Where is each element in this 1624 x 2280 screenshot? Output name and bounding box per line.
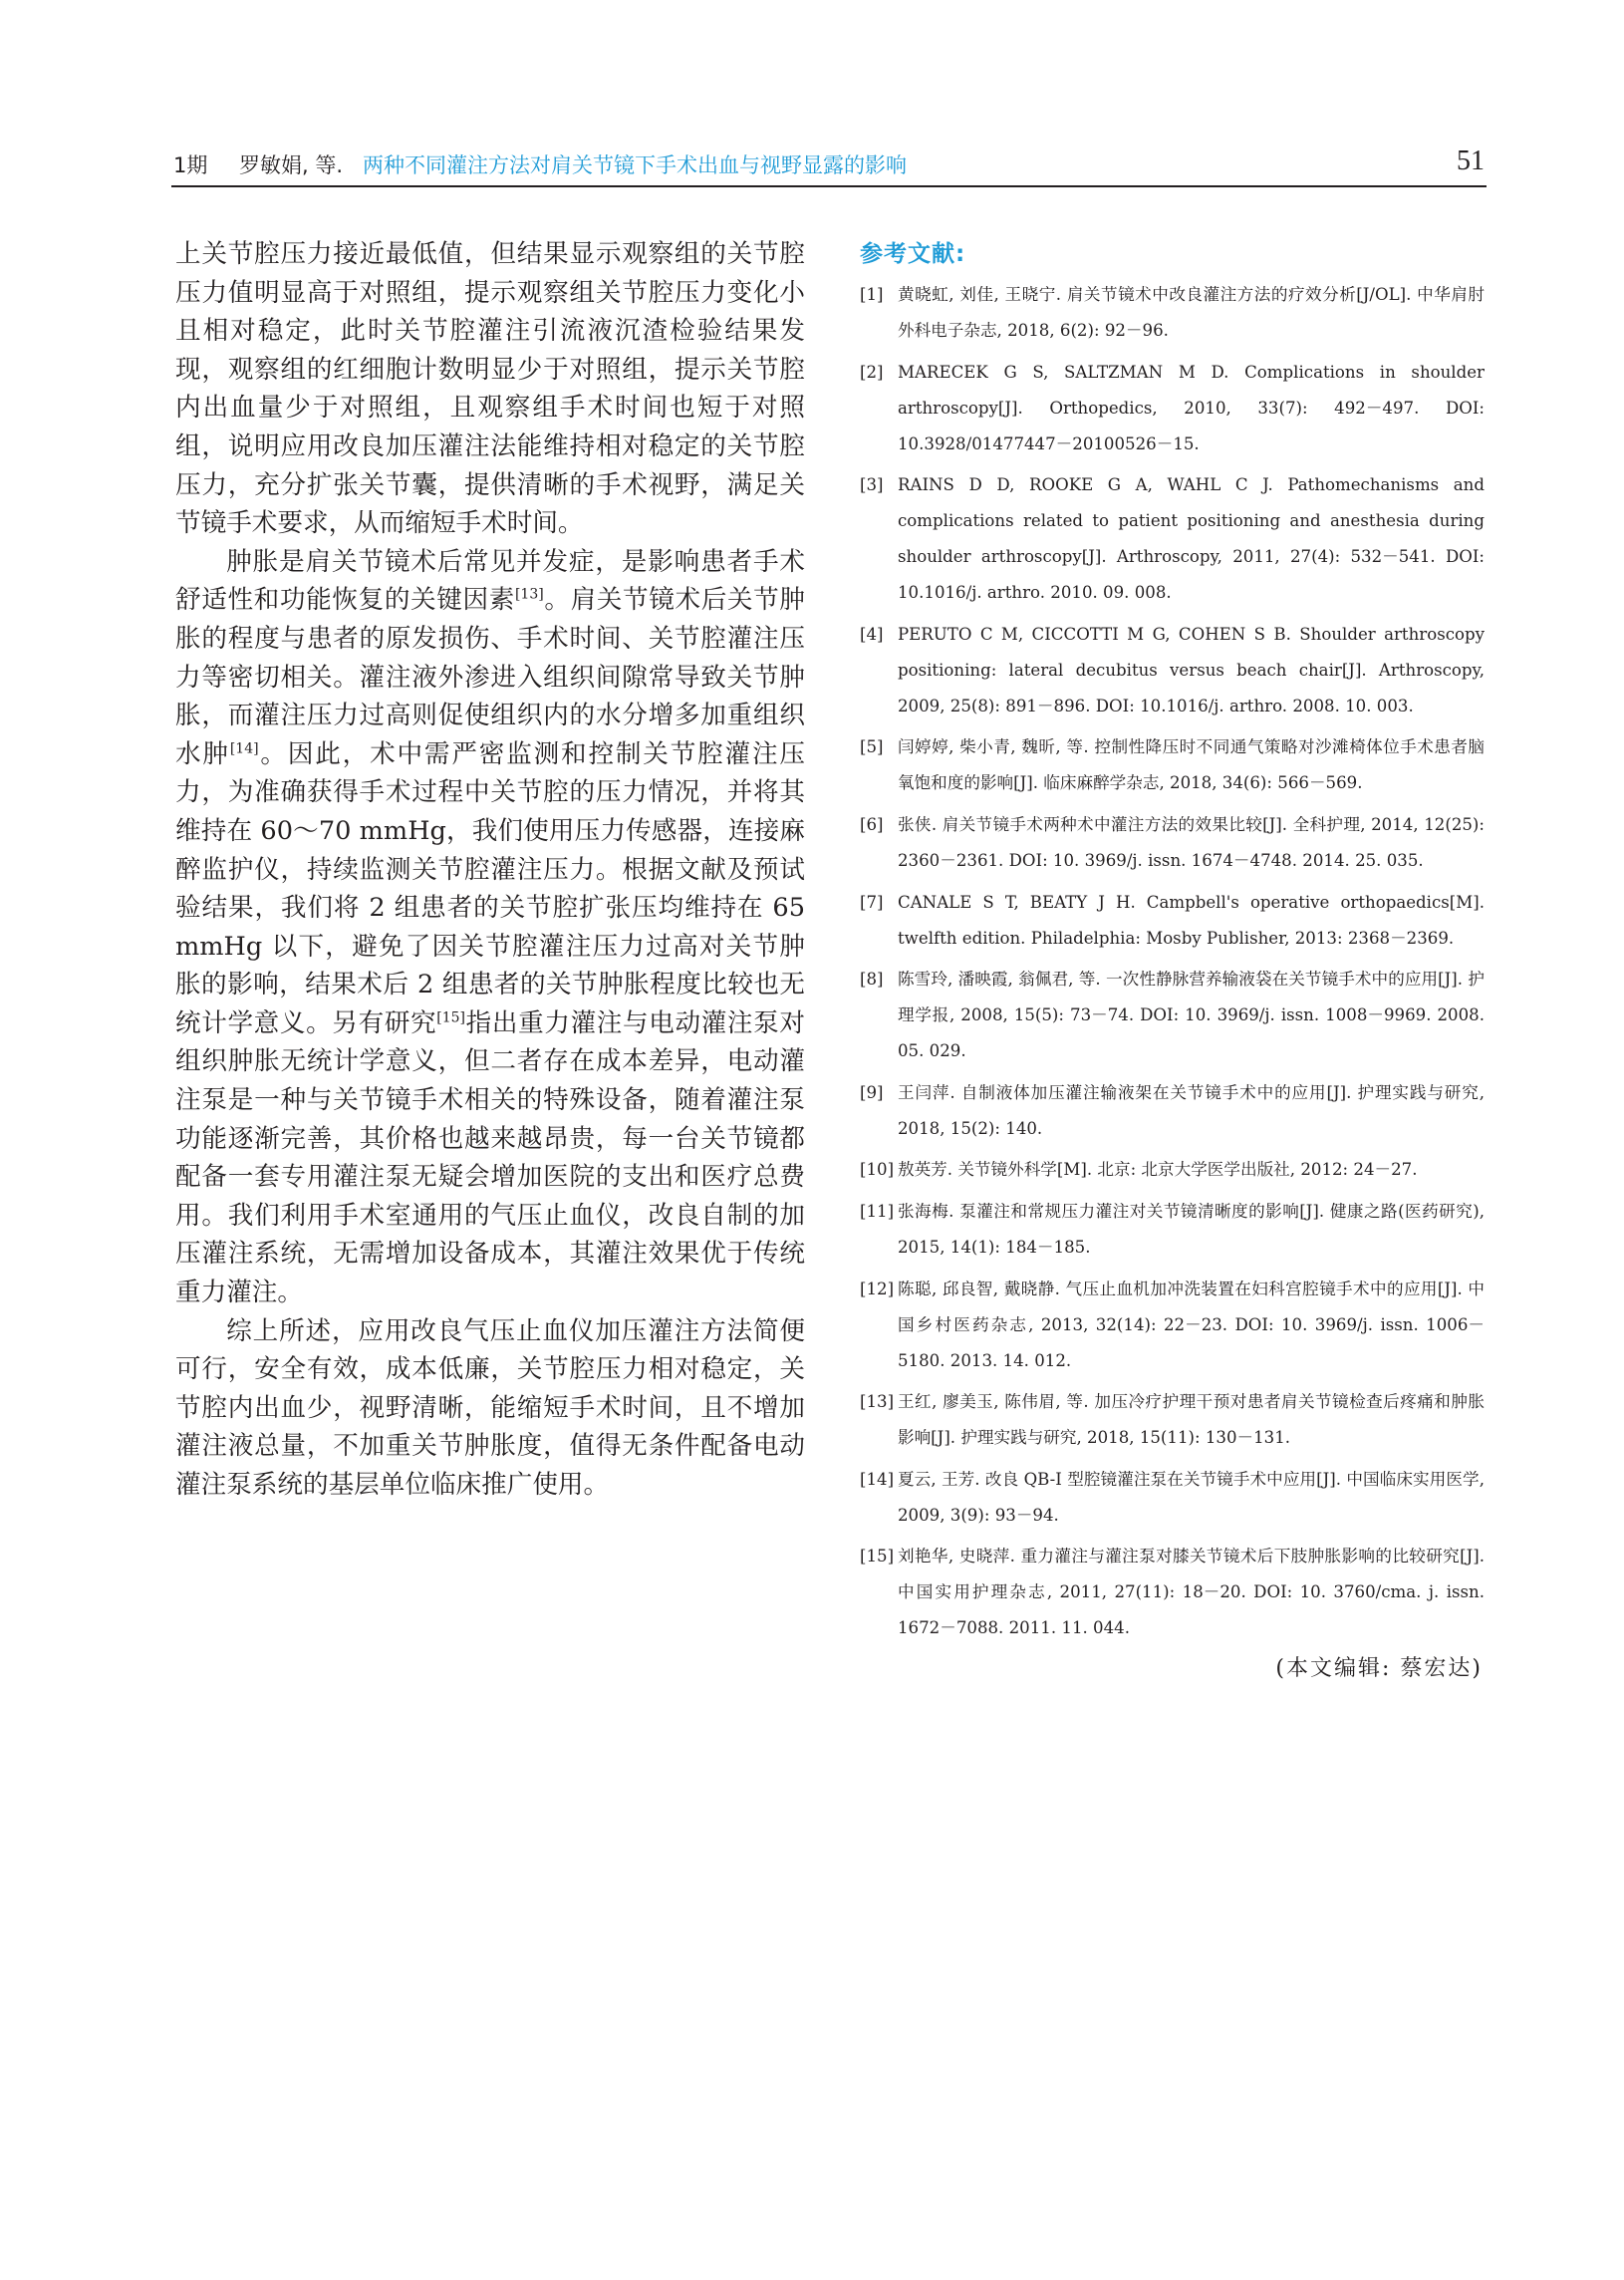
reference-item (860, 807, 1485, 879)
reference-number: [5] (860, 737, 884, 757)
reference-text: 刘艳华, 史晓萍. 重力灌注与灌注泵对膝关节镜术后下肢肿胀影响的比较研究[J]. 中国实用护理杂志, 2011, 27(11): 18－20. DOI: 10. 3760/cma. j. issn. 1672－7088. 2011. 11. 044. (898, 1547, 1485, 1638)
reference-number: [10] (860, 1160, 895, 1180)
reference-text: 陈雪玲, 潘映霞, 翁佩君, 等. 一次性静脉营养输液袋在关节镜手术中的应用[J]. 护理学报, 2008, 15(5): 73－74. DOI: 10. 3969/j. issn. 1008－9969. 2008. 05. 029. (898, 970, 1485, 1061)
reference-text: 敖英芳. 关节镜外科学[M]. 北京: 北京大学医学出版社, 2012: 24－27. (898, 1160, 1418, 1180)
reference-text: 黄晓虹, 刘佳, 王晓宁. 肩关节镜术中改良灌注方法的疗效分析[J/OL]. 中华肩肘外科电子杂志, 2018, 6(2): 92－96. (898, 285, 1485, 340)
reference-number: [12] (860, 1279, 895, 1298)
reference-number: [14] (860, 1469, 895, 1489)
citation-14[interactable]: [14] (229, 740, 259, 757)
reference-text: PERUTO C M, CICCOTTI M G, COHEN S B. Shoulder arthroscopy positioning: lateral decubitus versus beach chair[J]. Arthroscopy, 2009, 25(8): 891－896. DOI: 10.1016/j. arthro. 2008. 10. 003. (898, 624, 1485, 715)
body-paragraph-1: 上关节腔压力接近最低值，但结果显示观察组的关节腔压力值明显高于对照组，提示观察组关节腔压力变化小且相对稳定，此时关节腔灌注引流液沉渣检验结果发现，观察组的红细胞计数明显少于对照组，提示关节腔内出血量少于对照组，且观察组手术时间也短于对照组，说明应用改良加压灌注法能维持相对稳定的关节腔压力，充分扩张关节囊，提供清晰的手术视野，满足关节镜手术要求，从而缩短手术时间。 (175, 239, 805, 539)
reference-text: 王红, 廖美玉, 陈伟眉, 等. 加压冷疗护理干预对患者肩关节镜检查后疼痛和肿胀影响[J]. 护理实践与研究, 2018, 15(11): 130－131. (898, 1392, 1485, 1448)
paragraph-text: 。肩关节镜术后关节肿胀的程度与患者的原发损伤、手术时间、关节腔灌注压力等密切相关。灌注液外渗进入组织间隙常导致关节肿胀，而灌注压力过高则促使组织内的水分增多加重组织水肿 (175, 585, 805, 769)
reference-item (860, 1194, 1485, 1266)
reference-number: [4] (860, 624, 884, 644)
reference-number: [2] (860, 362, 884, 382)
page-number: 51 (1457, 145, 1485, 176)
body-paragraph-3: 综上所述，应用改良气压止血仪加压灌注方法简便可行，安全有效，成本低廉，关节腔压力相对稳定，关节腔内出血少，视野清晰，能缩短手术时间，且不增加灌注液总量，不加重关节肿胀度，值得无条件配备电动灌注泵系统的基层单位临床推广使用。 (175, 1315, 805, 1500)
issue-number: 1期 (173, 153, 208, 177)
reference-item (860, 355, 1485, 462)
reference-text: MARECEK G S, SALTZMAN M D. Complications in shoulder arthroscopy[J]. Orthopedics, 2010, 33(7): 492－497. DOI: 10.3928/01477447－20100526－15. (898, 362, 1485, 453)
reference-item (860, 617, 1485, 724)
reference-text: RAINS D D, ROOKE G A, WAHL C J. Pathomechanisms and complications related to patient positioning and anesthesia during shoulder arthroscopy[J]. Arthroscopy, 2011, 27(4): 532－541. DOI: 10.1016/j. arthro. 2010. 09. 008. (898, 475, 1485, 603)
editor-note: (本文编辑: 蔡宏达) (1275, 1655, 1483, 1681)
reference-item (860, 1462, 1485, 1534)
reference-number: [13] (860, 1392, 895, 1412)
reference-item (860, 729, 1485, 801)
reference-number: [9] (860, 1082, 884, 1102)
reference-item (860, 1152, 1485, 1188)
reference-number: [15] (860, 1547, 895, 1567)
reference-item (860, 1384, 1485, 1456)
references-heading: 参考文献: (860, 241, 966, 267)
body-paragraph-2 (175, 543, 805, 1312)
references-column (860, 239, 1485, 1686)
reference-text: 张侠. 肩关节镜手术两种术中灌注方法的效果比较[J]. 全科护理, 2014, 12(25): 2360－2361. DOI: 10. 3969/j. issn. 1674－4748. 2014. 25. 035. (898, 814, 1485, 870)
reference-text: 张海梅. 泵灌注和常规压力灌注对关节镜清晰度的影响[J]. 健康之路(医药研究), 2015, 14(1): 184－185. (898, 1201, 1485, 1257)
reference-text: CANALE S T, BEATY J H. Campbell's operative orthopaedics[M]. twelfth edition. Philadelphia: Mosby Publisher, 2013: 2368－2369. (898, 892, 1485, 948)
reference-text: 闫婷婷, 柴小青, 魏昕, 等. 控制性降压时不同通气策略对沙滩椅体位手术患者脑氧饱和度的影响[J]. 临床麻醉学杂志, 2018, 34(6): 566－569. (898, 737, 1485, 793)
reference-item (860, 885, 1485, 957)
reference-text: 夏云, 王芳. 改良 QB-I 型腔镜灌注泵在关节镜手术中应用[J]. 中国临床实用医学, 2009, 3(9): 93－94. (898, 1469, 1485, 1525)
citation-15[interactable]: [15] (436, 1009, 466, 1026)
paragraph-text: 肿胀是肩关节镜术后常见并发症，是影响患者手术舒适性和功能恢复的关键因素 (175, 546, 805, 616)
header-article-title: 两种不同灌注方法对肩关节镜下手术出血与视野显露的影响 (363, 153, 907, 177)
reference-number: [8] (860, 970, 884, 990)
citation-13[interactable]: [13] (514, 586, 544, 603)
paragraph-text: 指出重力灌注与电动灌注泵对组织肿胀无统计学意义，但二者存在成本差异，电动灌注泵是一种与关节镜手术相关的特殊设备，随着灌注泵功能逐渐完善，其价格也越来越昂贵，每一台关节镜都配备一套专用灌注泵无疑会增加医院的支出和医疗总费用。我们利用手术室通用的气压止血仪，改良自制的加压灌注系统，无需增加设备成本，其灌注效果优于传统重力灌注。 (175, 1007, 805, 1308)
reference-list (860, 277, 1485, 1646)
reference-item (860, 962, 1485, 1069)
reference-number: [11] (860, 1201, 895, 1221)
reference-number: [1] (860, 285, 884, 304)
reference-item (860, 1075, 1485, 1147)
reference-number: [3] (860, 475, 884, 495)
body-column (175, 235, 805, 1505)
running-header (171, 147, 1487, 187)
reference-text: 陈聪, 邱良智, 戴晓静. 气压止血机加冲洗装置在妇科宫腔镜手术中的应用[J]. 中国乡村医药杂志, 2013, 32(14): 22－23. DOI: 10. 3969/j. issn. 1006－5180. 2013. 14. 012. (898, 1279, 1485, 1370)
reference-item (860, 467, 1485, 611)
reference-item (860, 1539, 1485, 1646)
header-authors: 罗敏娟, 等. (239, 153, 344, 177)
reference-number: [7] (860, 892, 884, 912)
reference-text: 王闫萍. 自制液体加压灌注输液架在关节镜手术中的应用[J]. 护理实践与研究, 2018, 15(2): 140. (898, 1082, 1485, 1138)
reference-number: [6] (860, 814, 884, 834)
reference-item (860, 1272, 1485, 1379)
reference-item (860, 277, 1485, 349)
paragraph-text: 。因此，术中需严密监测和控制关节腔灌注压力，为准确获得手术过程中关节腔的压力情况，并将其维持在 60～70 mmHg，我们使用压力传感器，连接麻醉监护仪，持续监测关节腔灌注压力。根据文献及预试验结果，我们将 2 组患者的关节腔扩张压均维持在 65 mmHg 以下，避免了因关节腔灌注压力过高对关节肿胀的影响，结果术后 2 组患者的关节肿胀程度比较也无统计学意义。另有研究 (175, 738, 805, 1038)
